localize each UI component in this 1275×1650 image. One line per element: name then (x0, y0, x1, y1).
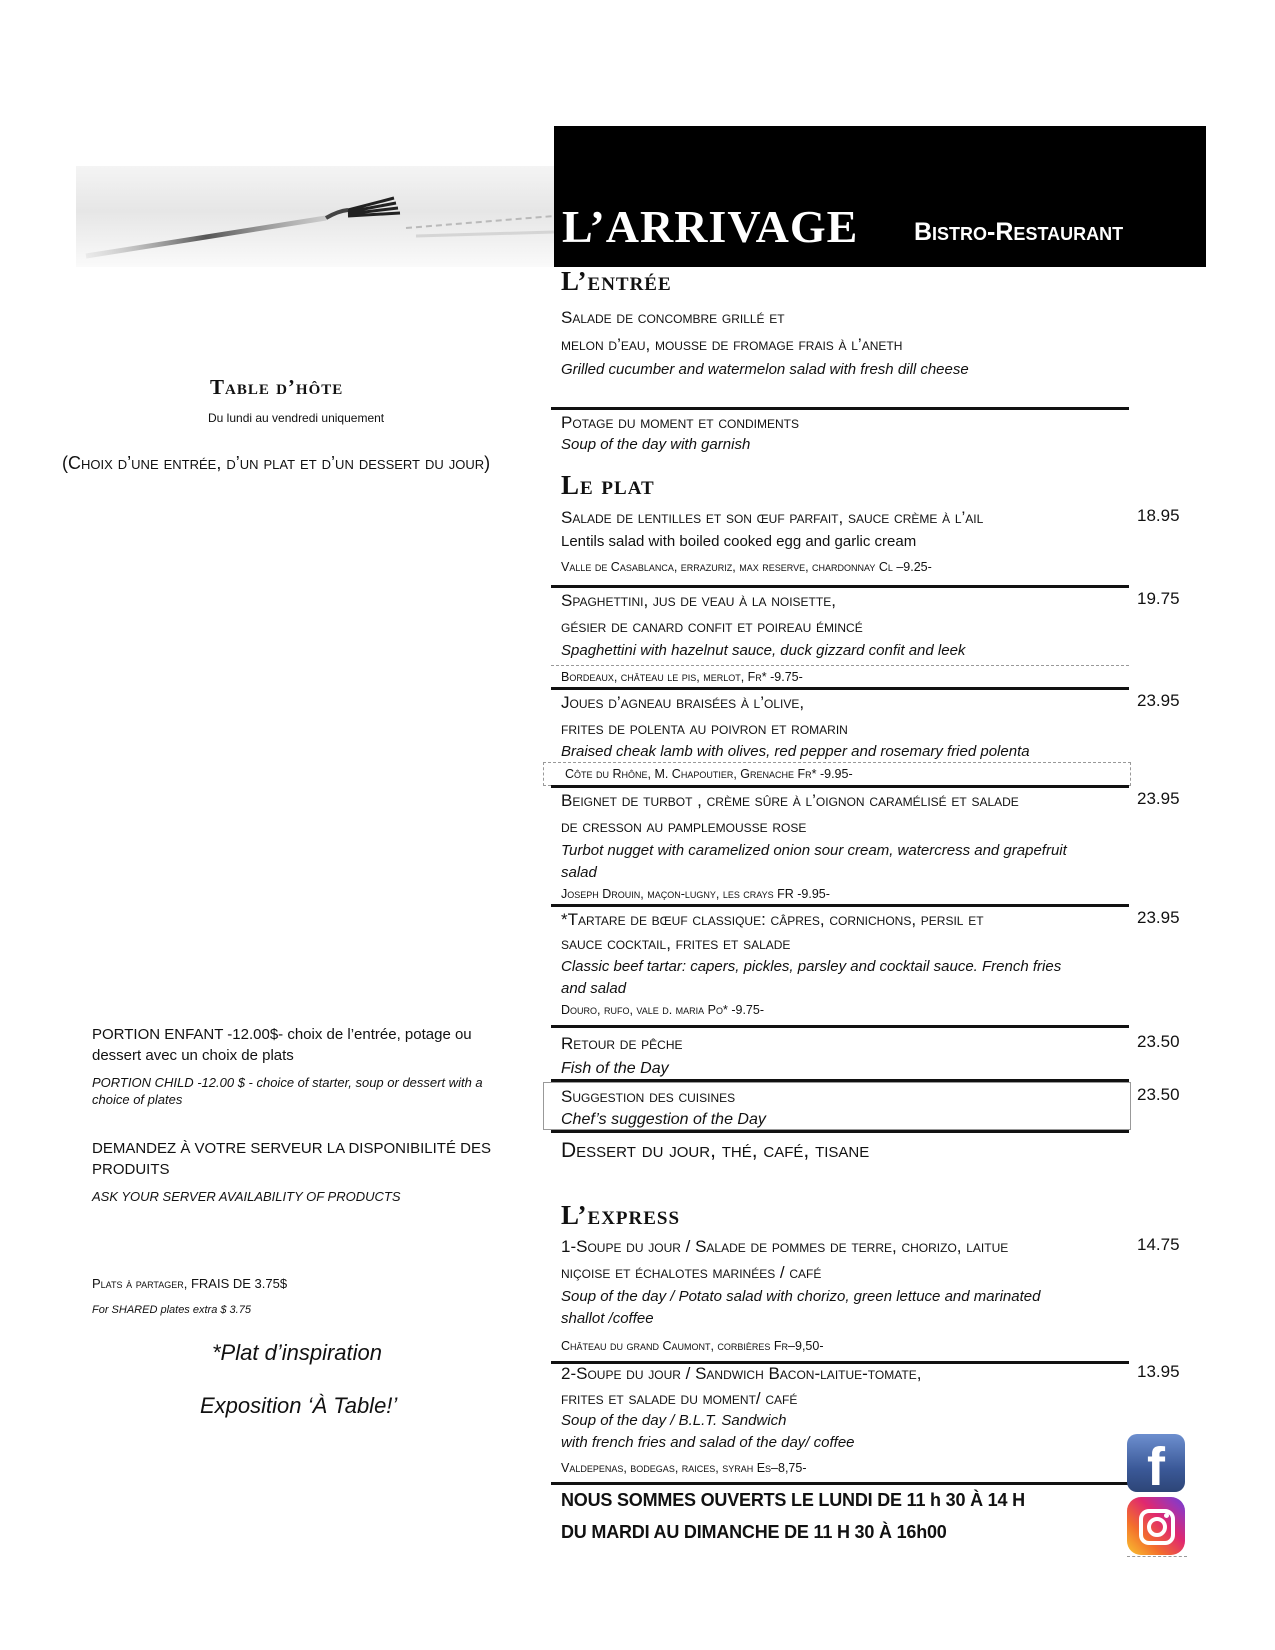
facebook-icon[interactable] (1127, 1434, 1185, 1497)
fork-photo (76, 166, 554, 267)
section-entree-title: L’entrée (561, 266, 672, 296)
table-hote-choice: (Choix d’une entrée, d’un plat et d’un dessert du jour) (62, 453, 491, 473)
facebook-glyph: f (1147, 1437, 1165, 1497)
plat-3-en: Braised cheak lamb with olives, red pepper and rosemary fried polenta (561, 743, 1030, 760)
plat-4-wine: Joseph Drouin, maçon-lugny, les crays FR -9.95- (561, 887, 830, 901)
divider (551, 785, 1129, 788)
table-hote-title: Table d’hôte (210, 375, 344, 399)
entree-soup-fr: Potage du moment et condiments (561, 413, 800, 432)
express-2-fr-1: 2-Soupe du jour / Sandwich Bacon-laitue-tomate, (561, 1364, 922, 1383)
plat-6-price: 23.50 (1137, 1032, 1180, 1051)
section-plat-title: Le plat (561, 470, 655, 500)
express-1-en-1: Soup of the day / Potato salad with chorizo, green lettuce and marinated (561, 1288, 1041, 1305)
entree-salad-fr-2: melon d’eau, mousse de fromage frais à l’aneth (561, 335, 903, 354)
ask-server-fr: DEMANDEZ À VOTRE SERVEUR LA DISPONIBILITÉ DES PRODUITS (92, 1140, 491, 1178)
plat-4-en-1: Turbot nugget with caramelized onion sour cream, watercress and grapefruit (561, 842, 1067, 859)
plat-5-fr-2: sauce cocktail, frites et salade (561, 934, 791, 953)
plat-4-price: 23.95 (1137, 789, 1180, 808)
plat-7-price: 23.50 (1137, 1085, 1180, 1104)
shared-plates-en: For SHARED plates extra $ 3.75 (92, 1304, 251, 1316)
plat-1-wine: Valle de Casablanca, errazuriz, max reserve, chardonnay Cl –9.25- (561, 560, 932, 574)
divider (551, 1130, 1129, 1133)
express-1-wine: Château du grand Caumont, corbières Fr–9,50- (561, 1339, 824, 1353)
plat-5-fr-1: *Tartare de bœuf classique: câpres, cornichons, persil et (561, 910, 984, 929)
dessert-line: Dessert du jour, thé, café, tisane (561, 1139, 870, 1162)
brand-subtitle: Bistro-Restaurant (914, 218, 1124, 246)
plat-3-fr-1: Joues d’agneau braisées à l’olive, (561, 693, 805, 712)
ask-server-en: ASK YOUR SERVER AVAILABILITY OF PRODUCTS (92, 1189, 401, 1204)
express-1-fr-1: 1-Soupe du jour / Salade de pommes de terre, chorizo, laitue (561, 1237, 1009, 1256)
express-1-price: 14.75 (1137, 1235, 1180, 1254)
entree-soup-en: Soup of the day with garnish (561, 436, 751, 453)
express-2-wine: Valdepenas, bodegas, raices, syrah Es–8,75- (561, 1461, 807, 1475)
exposition-note: Exposition ‘À Table!’ (200, 1393, 398, 1418)
express-2-en-1: Soup of the day / B.L.T. Sandwich (561, 1412, 787, 1429)
section-express-title: L’express (561, 1200, 681, 1230)
plat-1-price: 18.95 (1137, 506, 1180, 525)
plat-2-en: Spaghettini with hazelnut sauce, duck gizzard confit and leek (561, 642, 966, 659)
express-2-fr-2: frites et salade du moment/ café (561, 1389, 798, 1408)
plat-3-price: 23.95 (1137, 691, 1180, 710)
brand-name: L’ARRIVAGE (562, 201, 859, 252)
plat-5-en-2: and salad (561, 980, 627, 997)
express-2-en-2: with french fries and salad of the day/ coffee (561, 1434, 855, 1451)
plat-1-fr: Salade de lentilles et son œuf parfait, sauce crème à l’ail (561, 508, 984, 527)
plat-6-en: Fish of the Day (561, 1060, 669, 1077)
express-2-price: 13.95 (1137, 1362, 1180, 1381)
plat-4-fr-2: de cresson au pamplemousse rose (561, 817, 807, 836)
divider (551, 1025, 1129, 1028)
express-1-fr-2: niçoise et échalotes marinées / café (561, 1263, 822, 1282)
entree-salad-en: Grilled cucumber and watermelon salad with fresh dill cheese (561, 361, 969, 378)
plat-2-wine: Bordeaux, château le pis, merlot, Fr* -9.75- (561, 670, 803, 684)
hours-line-1: NOUS SOMMES OUVERTS LE LUNDI DE 11 h 30 À 14 H (561, 1490, 1025, 1510)
plat-7-fr: Suggestion des cuisines (561, 1087, 736, 1106)
plat-4-fr-1: Beignet de turbot , crème sûre à l’oignon caramélisé et salade (561, 791, 1019, 810)
plat-5-en-1: Classic beef tartar: capers, pickles, parsley and cocktail sauce. French fries (561, 958, 1062, 975)
plat-2-fr-2: gésier de canard confit et poireau émincé (561, 617, 863, 636)
plat-3-fr-2: frites de polenta au poivron et romarin (561, 719, 848, 738)
divider (551, 665, 1129, 666)
kids-portion-en: PORTION CHILD -12.00 $ - choice of starter, soup or dessert with a choice of plates (92, 1075, 483, 1107)
plat-5-price: 23.95 (1137, 908, 1180, 927)
plat-3-wine: Côte du Rhône, M. Chapoutier, Grenache Fr* -9.95- (565, 767, 853, 781)
plat-2-price: 19.75 (1137, 589, 1180, 608)
divider (551, 585, 1129, 588)
divider (551, 904, 1129, 907)
express-1-en-2: shallot /coffee (561, 1310, 654, 1327)
fork-icon (76, 166, 554, 267)
hours-line-2: DU MARDI AU DIMANCHE DE 11 H 30 À 16h00 (561, 1522, 947, 1542)
kids-portion-fr: PORTION ENFANT -12.00$- choix de l’entrée, potage ou dessert avec un choix de plats (92, 1026, 472, 1064)
shared-plates-fr: Plats à partager, FRAIS DE 3.75$ (92, 1276, 288, 1291)
divider (551, 687, 1129, 690)
plat-1-en: Lentils salad with boiled cooked egg and garlic cream (561, 533, 917, 550)
divider (551, 407, 1129, 410)
table-hote-days: Du lundi au vendredi uniquement (208, 411, 385, 425)
divider (551, 1482, 1129, 1485)
plat-2-fr-1: Spaghettini, jus de veau à la noisette, (561, 591, 836, 610)
divider (1127, 1556, 1187, 1557)
plat-6-fr: Retour de pêche (561, 1034, 683, 1053)
inspiration-note: *Plat d’inspiration (212, 1340, 382, 1365)
plat-7-en: Chef’s suggestion of the Day (561, 1111, 766, 1128)
plat-5-wine: Douro, rufo, vale d. maria Po* -9.75- (561, 1003, 764, 1017)
entree-salad-fr-1: Salade de concombre grillé et (561, 308, 785, 327)
plat-4-en-2: salad (561, 864, 597, 881)
instagram-icon[interactable] (1127, 1497, 1185, 1555)
